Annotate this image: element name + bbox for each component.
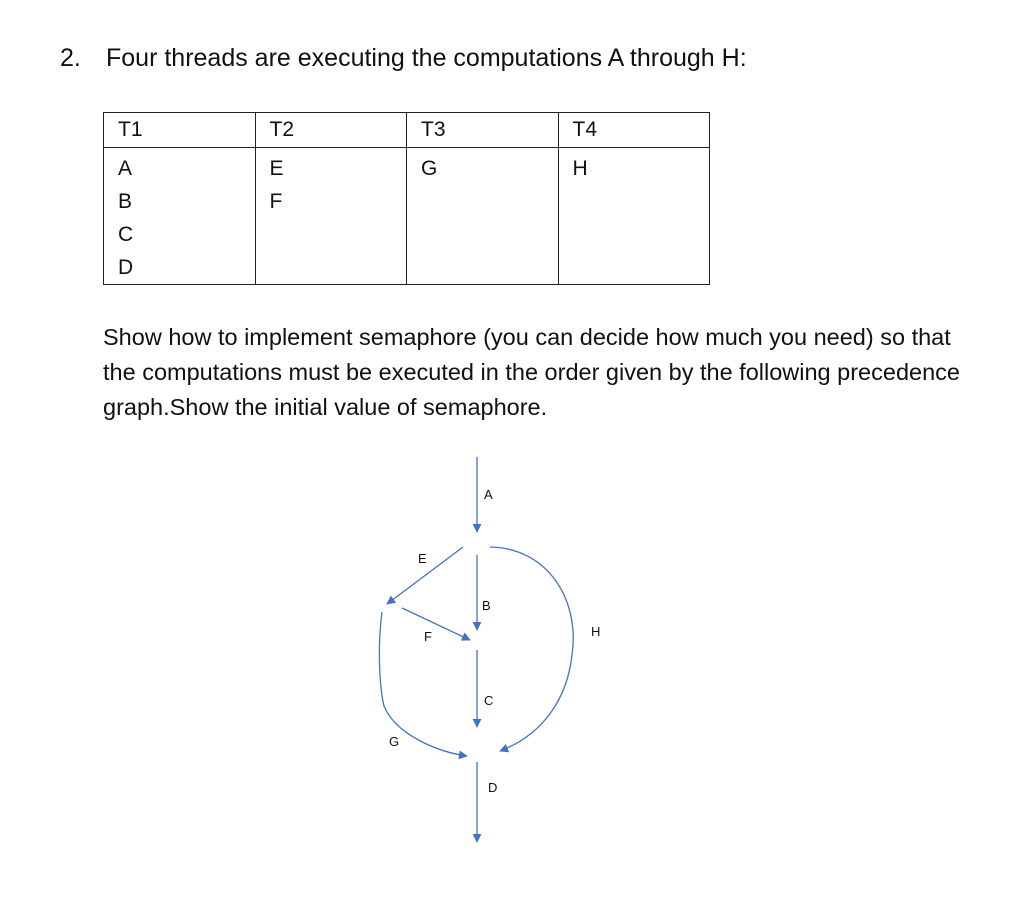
computation-a: A	[118, 157, 133, 180]
header-t2: T2	[255, 113, 407, 148]
label-e: E	[418, 551, 427, 566]
computation-b: B	[118, 190, 133, 213]
label-g: G	[389, 734, 400, 749]
computation-h: H	[572, 157, 588, 180]
instructions-text: Show how to implement semaphore (you can decide how much you need) so that the computations must be executed in the order given by the following precedence graph.Show the initial value of semaphore.	[103, 324, 960, 420]
label-c: C	[484, 693, 494, 708]
label-d: D	[488, 780, 498, 795]
label-a: A	[484, 487, 493, 502]
computation-g: G	[421, 157, 438, 180]
label-f: F	[424, 629, 432, 644]
question-text: Four threads are executing the computations A through H:	[106, 44, 747, 72]
header-t3: T3	[407, 113, 559, 148]
header-t4: T4	[558, 113, 710, 148]
label-h: H	[591, 624, 601, 639]
computation-d: D	[118, 256, 134, 279]
edge-h	[490, 547, 573, 751]
computation-f: F	[269, 190, 283, 213]
computation-c: C	[118, 223, 134, 246]
edge-f	[402, 608, 470, 640]
computation-e: E	[269, 157, 284, 180]
header-t1: T1	[104, 113, 256, 148]
label-b: B	[482, 598, 491, 613]
question-number: 2.	[60, 44, 81, 72]
